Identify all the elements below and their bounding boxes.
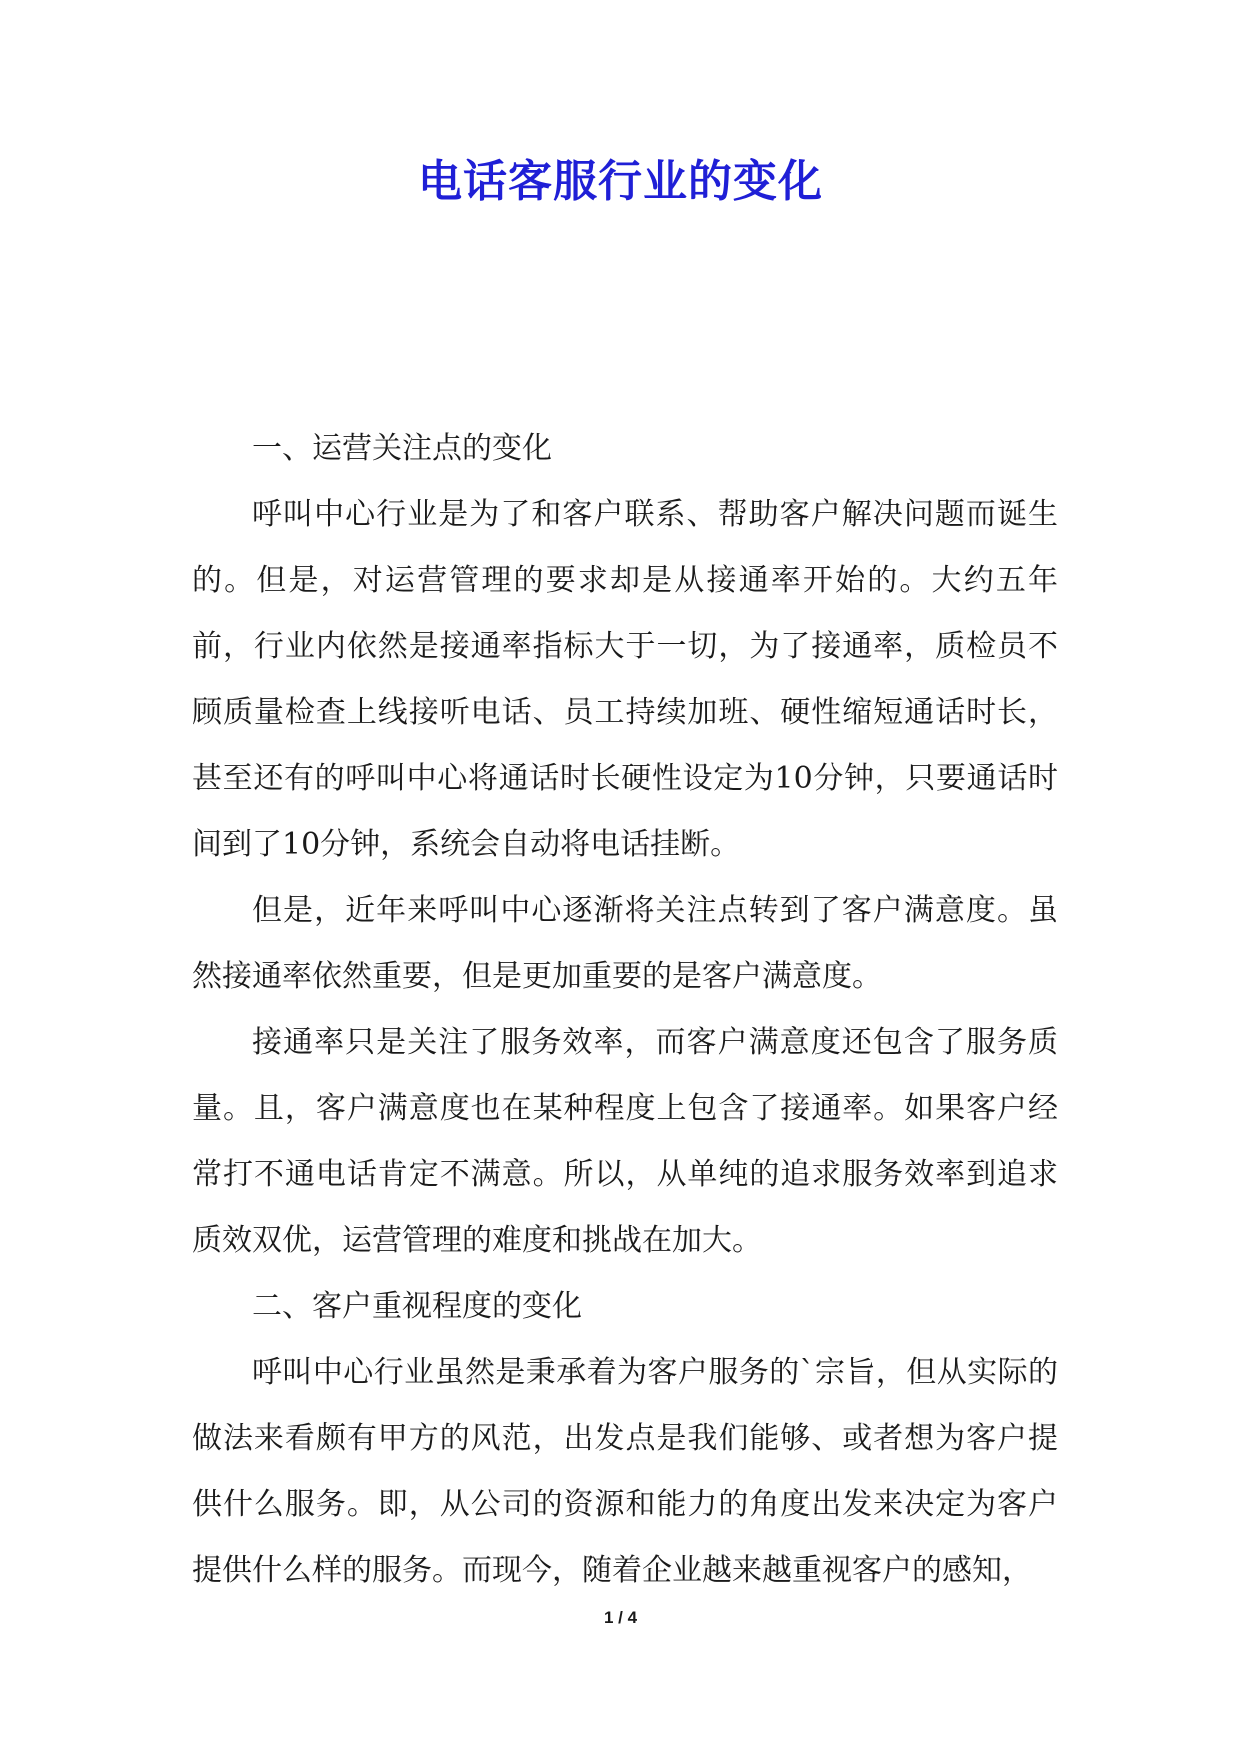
page-number: 1 / 4 [603,1608,638,1627]
document-body [192,416,1058,1604]
section-heading-1: 一、运营关注点的变化 [252,431,552,466]
paragraph: 呼叫中心行业是为了和客户联系、帮助客户解决问题而诞生的。但是，对运营管理的要求却是从接通率开始的。大约五年前，行业内依然是接通率指标大于一切，为了接通率，质检员不顾质量检查上线接听电话、员工持续加班、硬性缩短通话时长，甚至还有的呼叫中心将通话时长硬性设定为10分钟，只要通话时间到了10分钟，系统会自动将电话挂断。 [192,497,1058,862]
paragraph: 呼叫中心行业虽然是秉承着为客户服务的`宗旨，但从实际的做法来看颇有甲方的风范，出发点是我们能够、或者想为客户提供什么服务。即，从公司的资源和能力的角度出发来决定为客户提供什么样的服务。而现今，随着企业越来越重视客户的感知， [192,1355,1058,1588]
document-title: 电话客服行业的变化 [418,156,823,207]
paragraph: 接通率只是关注了服务效率，而客户满意度还包含了服务质量。且，客户满意度也在某种程度上包含了接通率。如果客户经常打不通电话肯定不满意。所以，从单纯的追求服务效率到追求质效双优，运营管理的难度和挑战在加大。 [192,1025,1058,1258]
section-heading-2: 二、客户重视程度的变化 [252,1289,582,1324]
paragraph: 但是，近年来呼叫中心逐渐将关注点转到了客户满意度。虽然接通率依然重要，但是更加重要的是客户满意度。 [192,893,1058,994]
